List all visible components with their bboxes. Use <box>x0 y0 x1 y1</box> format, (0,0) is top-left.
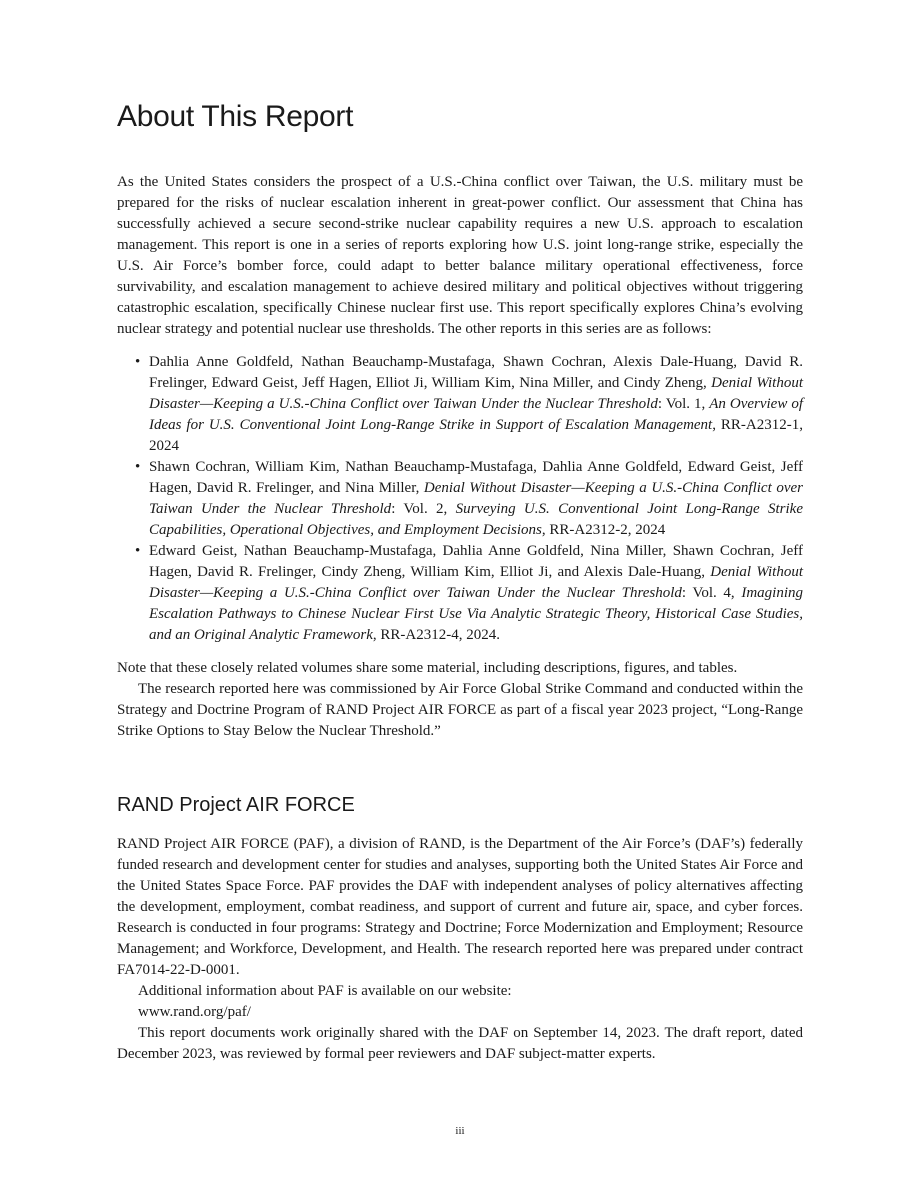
about-section <box>117 172 803 742</box>
report-volume-title: Imagining Escalation Pathways to Chinese Nuclear First Use Via Analytic Strategic Theory, Historical Case Studies, and an Original Analytic Framework <box>149 585 803 643</box>
report-authors: Shawn Cochran, William Kim, Nathan Beauchamp-Mustafaga, Dahlia Anne Goldfeld, Edward Geist, Jeff Hagen, David R. Frelinger, and Nina Miller, <box>149 459 803 496</box>
report-series-title: Denial Without Disaster—Keeping a U.S.-China Conflict over Taiwan Under the Nuclear Threshold <box>149 564 804 601</box>
report-series-title: Denial Without Disaster—Keeping a U.S.-China Conflict over Taiwan Under the Nuclear Threshold <box>149 375 803 412</box>
report-volume: : Vol. 1, <box>657 396 710 412</box>
paf-section <box>117 834 803 1065</box>
list-item <box>149 457 803 541</box>
report-series-list <box>117 352 803 646</box>
paf-info-paragraph: Additional information about PAF is available on our website: <box>138 983 512 999</box>
report-volume: : Vol. 4, <box>681 585 742 601</box>
list-item <box>149 352 803 457</box>
commission-paragraph: The research reported here was commissioned by Air Force Global Strike Command and conducted within the Strategy and Doctrine Program of RAND Project AIR FORCE as part of a fiscal year 2023 project, “Long-Range Strike Options to Stay Below the Nuclear Threshold.” <box>117 681 803 739</box>
paf-website-link[interactable]: www.rand.org/paf/ <box>138 1004 251 1020</box>
paf-heading: RAND Project AIR FORCE <box>117 794 355 816</box>
intro-paragraph: As the United States considers the prospect of a U.S.-China conflict over Taiwan, the U.S. military must be prepared for the risks of nuclear escalation inherent in great-power conflict. Our assessment that China has successfully achieved a secure second-strike nuclear capability requires a new U.S. approach to escalation management. This report is one in a series of reports exploring how U.S. joint long-range strike, especially the U.S. Air Force’s bomber force, could adapt to better balance military operational effectiveness, force survivability, and escalation management to achieve desired military and political objectives without triggering catastrophic escalation, specifically Chinese nuclear first use. This report specifically explores China’s evolving nuclear strategy and potential nuclear use thresholds. The other reports in this series are as follows: <box>117 174 803 337</box>
paf-review-paragraph: This report documents work originally shared with the DAF on September 14, 2023. The draft report, dated December 2023, was reviewed by formal peer reviewers and DAF subject-matter experts. <box>117 1025 803 1062</box>
report-volume-title: An Overview of Ideas for U.S. Conventional Joint Long-Range Strike in Support of Escalation Management <box>149 396 803 433</box>
page-title: About This Report <box>117 100 354 133</box>
report-authors: Dahlia Anne Goldfeld, Nathan Beauchamp-Mustafaga, Shawn Cochran, Alexis Dale-Huang, David R. Frelinger, Edward Geist, Jeff Hagen, Elliot Ji, William Kim, Nina Miller, and Cindy Zheng, <box>149 354 803 391</box>
report-id: , RR-A2312-4, 2024. <box>372 627 500 643</box>
report-volume-title: Surveying U.S. Conventional Joint Long-Range Strike Capabilities, Operational Objectives, and Employment Decisions <box>149 501 803 538</box>
report-series-title: Denial Without Disaster—Keeping a U.S.-China Conflict over Taiwan Under the Nuclear Threshold <box>149 480 803 517</box>
paf-paragraph: RAND Project AIR FORCE (PAF), a division of RAND, is the Department of the Air Force’s (DAF’s) federally funded research and development center for studies and analyses, supporting both the United States Air Force and the United States Space Force. PAF provides the DAF with independent analyses of policy alternatives affecting the development, employment, combat readiness, and support of current and future air, space, and cyber forces. Research is conducted in four programs: Strategy and Doctrine; Force Modernization and Employment; Resource Management; and Workforce, Development, and Health. The research reported here was prepared under contract FA7014-22-D-0001. <box>117 836 803 978</box>
report-id: , RR-A2312-1, 2024 <box>149 417 803 454</box>
note-paragraph: Note that these closely related volumes share some material, including descriptions, figures, and tables. <box>117 660 738 676</box>
report-id: , RR-A2312-2, 2024 <box>541 522 666 538</box>
report-volume: : Vol. 2, <box>391 501 456 517</box>
report-authors: Edward Geist, Nathan Beauchamp-Mustafaga, Dahlia Anne Goldfeld, Nina Miller, Shawn Cochran, Jeff Hagen, David R. Frelinger, Cindy Zheng, William Kim, Elliot Ji, and Alexis Dale-Huang, <box>149 543 803 580</box>
page-number: iii <box>455 1125 465 1137</box>
list-item <box>149 541 803 646</box>
